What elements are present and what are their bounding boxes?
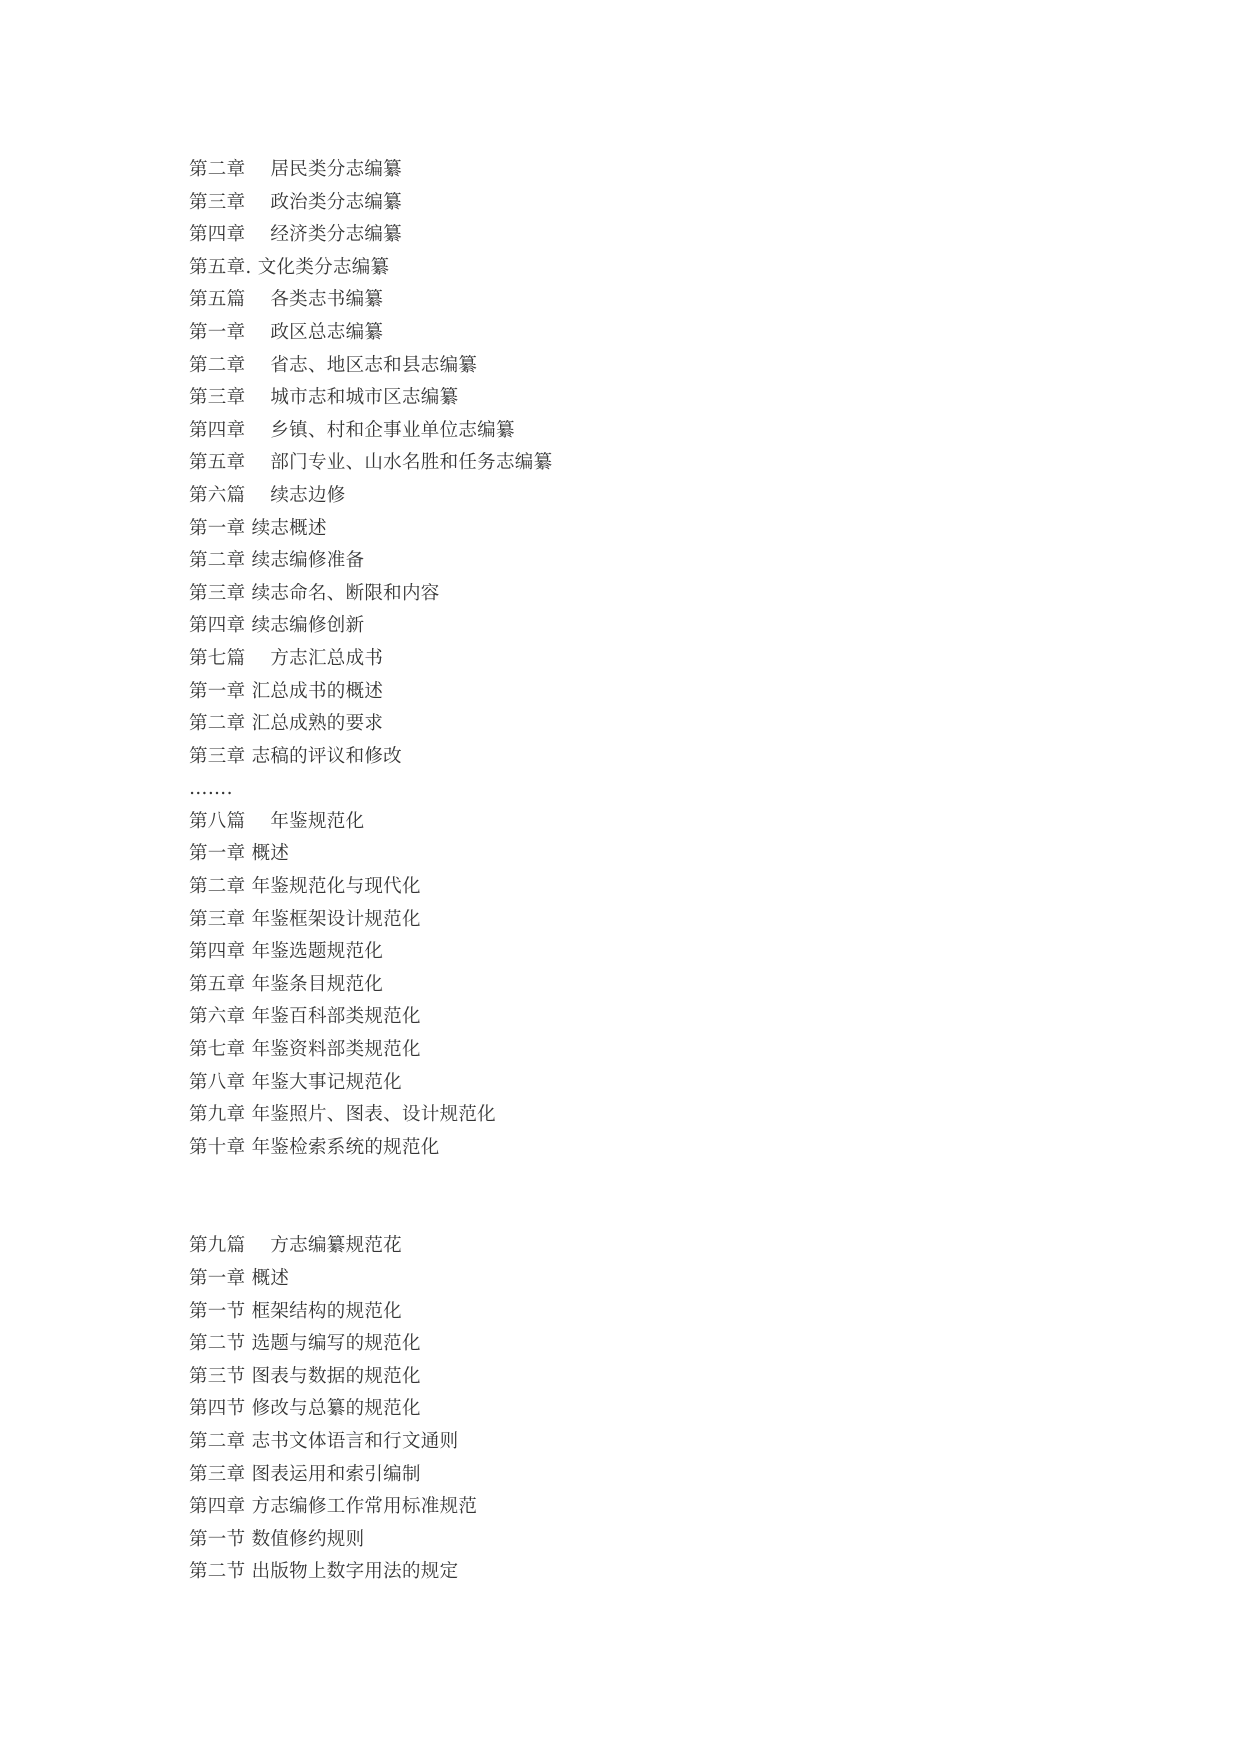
toc-line: 第二章 志书文体语言和行文通则 xyxy=(189,1430,459,1452)
toc-group-1 xyxy=(189,154,1089,1164)
section-gap xyxy=(189,1164,1089,1230)
toc-line: 第四章 方志编修工作常用标准规范 xyxy=(189,1496,478,1518)
toc-line: 第九篇 方志编纂规范花 xyxy=(189,1235,402,1257)
toc-line: 第五章. 文化类分志编纂 xyxy=(189,256,390,278)
toc-line: 第九章 年鉴照片、图表、设计规范化 xyxy=(189,1104,496,1126)
toc-line: 第三节 图表与数据的规范化 xyxy=(189,1365,421,1387)
table-of-contents xyxy=(189,154,1089,1589)
toc-line: 第三章 城市志和城市区志编纂 xyxy=(189,387,459,409)
toc-line: 第二章 居民类分志编纂 xyxy=(189,159,402,180)
toc-line: 第二章 省志、地区志和县志编纂 xyxy=(189,354,478,376)
toc-line: 第一节 框架结构的规范化 xyxy=(189,1300,402,1322)
toc-line: 第四章 经济类分志编纂 xyxy=(189,224,402,246)
toc-line: 第一章 政区总志编纂 xyxy=(189,321,384,343)
toc-line: 第五章 部门专业、山水名胜和任务志编纂 xyxy=(189,452,553,474)
toc-line: 第三章 年鉴框架设计规范化 xyxy=(189,908,421,930)
toc-line: 第一章 续志概述 xyxy=(189,517,327,539)
toc-line: 第四章 年鉴选题规范化 xyxy=(189,941,384,963)
toc-line: 第八章 年鉴大事记规范化 xyxy=(189,1071,402,1093)
toc-line: 第八篇 年鉴规范化 xyxy=(189,810,365,832)
toc-line: 第七章 年鉴资料部类规范化 xyxy=(189,1039,421,1061)
toc-line: 第二章 汇总成熟的要求 xyxy=(189,713,384,735)
toc-line: 第三章 志稿的评议和修改 xyxy=(189,745,402,767)
toc-line: 第五章 年鉴条目规范化 xyxy=(189,973,384,995)
toc-group-2 xyxy=(189,1230,1089,1589)
toc-line: 第二章 年鉴规范化与现代化 xyxy=(189,876,421,898)
toc-line: 第六篇 续志边修 xyxy=(189,484,346,506)
toc-line: 第七篇 方志汇总成书 xyxy=(189,647,384,669)
toc-line: 第五篇 各类志书编纂 xyxy=(189,289,384,311)
toc-line: 第四章 乡镇、村和企事业单位志编纂 xyxy=(189,419,515,441)
toc-line: 第二节 选题与编写的规范化 xyxy=(189,1333,421,1355)
toc-line: 第一节 数值修约规则 xyxy=(189,1528,365,1550)
toc-line: 第四节 修改与总纂的规范化 xyxy=(189,1398,421,1420)
toc-line: 第六章 年鉴百科部类规范化 xyxy=(189,1006,421,1028)
toc-line: ……. xyxy=(189,778,233,800)
toc-line: 第三章 政治类分志编纂 xyxy=(189,191,402,213)
toc-line: 第十章 年鉴检索系统的规范化 xyxy=(189,1136,440,1158)
toc-line: 第二章 续志编修准备 xyxy=(189,550,365,572)
toc-line: 第一章 概述 xyxy=(189,1268,290,1289)
toc-line: 第一章 概述 xyxy=(189,843,290,865)
toc-line: 第三章 续志命名、断限和内容 xyxy=(189,582,440,604)
toc-line: 第二节 出版物上数字用法的规定 xyxy=(189,1561,459,1583)
toc-line: 第四章 续志编修创新 xyxy=(189,615,365,637)
toc-line: 第三章 图表运用和索引编制 xyxy=(189,1463,421,1485)
toc-line: 第一章 汇总成书的概述 xyxy=(189,680,384,702)
